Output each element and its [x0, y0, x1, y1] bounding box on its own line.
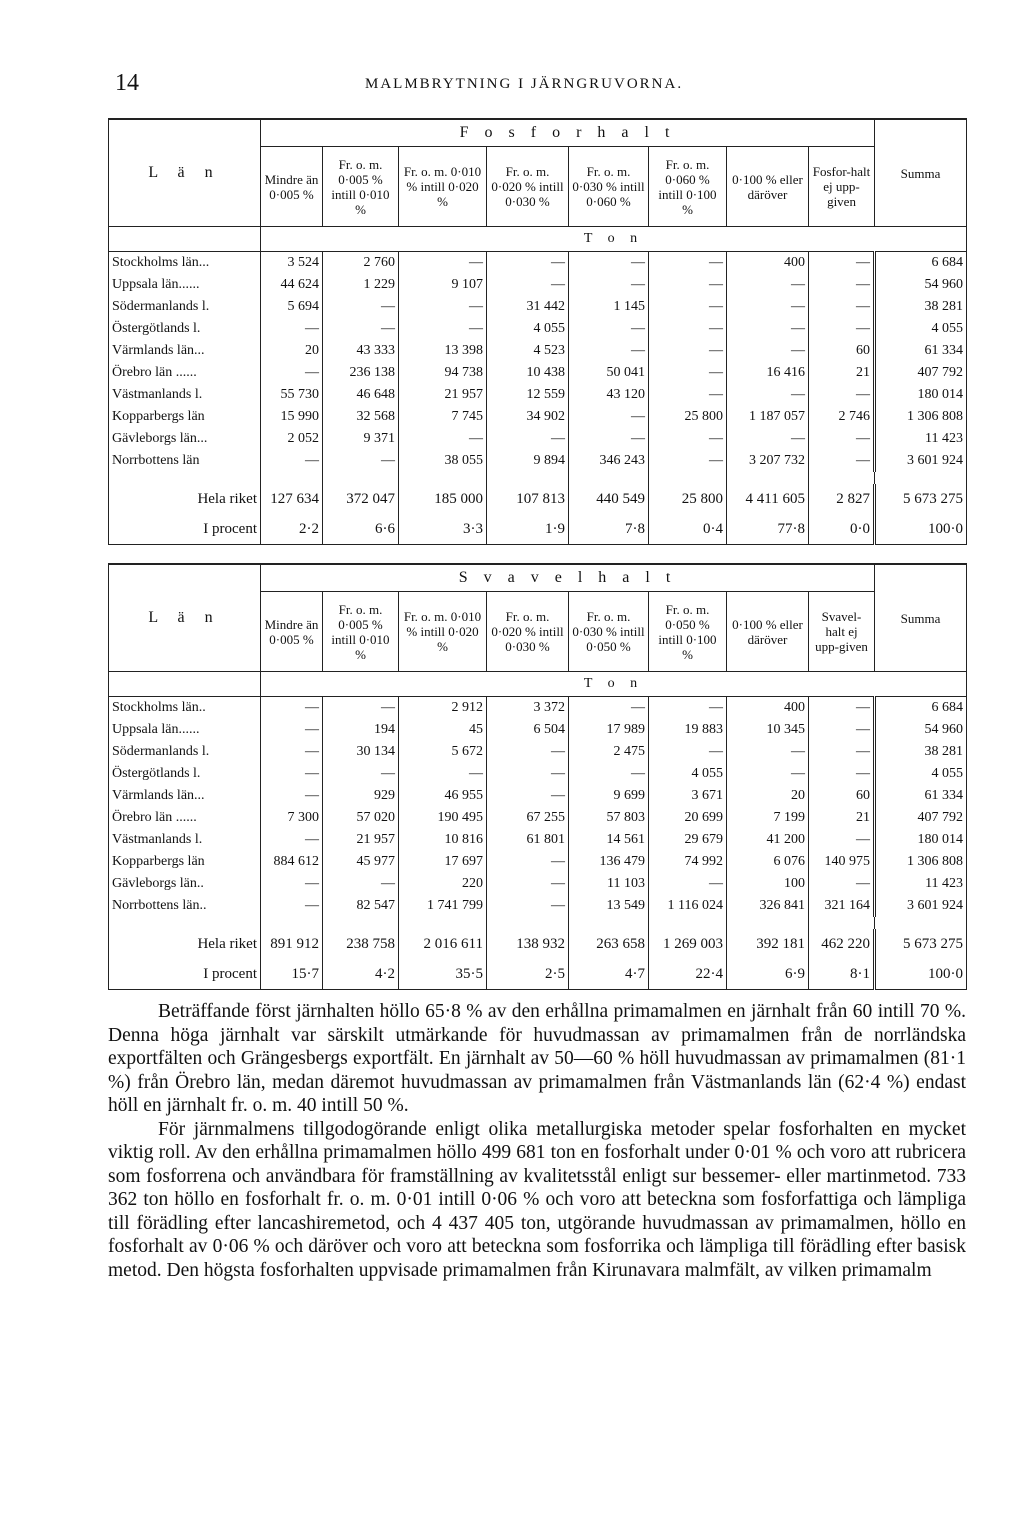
table-cell: — [487, 763, 569, 785]
table-cell: 9 371 [323, 428, 399, 450]
table-cell: 9 699 [569, 785, 649, 807]
summa-cell: 180 014 [875, 384, 967, 406]
table-cell: 25 800 [649, 484, 727, 514]
table-cell: — [649, 697, 727, 720]
table-cell: — [649, 873, 727, 895]
table-cell: 50 041 [569, 362, 649, 384]
table-row [109, 807, 967, 829]
table-cell: 55 730 [261, 384, 323, 406]
table-cell: 35·5 [399, 959, 487, 990]
table-cell: 7 199 [727, 807, 809, 829]
table-cell: 5 694 [261, 296, 323, 318]
table-cell: 1 741 799 [399, 895, 487, 917]
table-cell: 220 [399, 873, 487, 895]
summa-cell: 11 423 [875, 428, 967, 450]
table-cell: — [727, 763, 809, 785]
table-cell: 400 [727, 252, 809, 275]
summa-cell: 38 281 [875, 741, 967, 763]
summa-cell: 407 792 [875, 807, 967, 829]
table-cell: 20 [727, 785, 809, 807]
table-cell: — [569, 274, 649, 296]
table-cell: 21 957 [323, 829, 399, 851]
column-header: 0·100 % eller däröver [727, 592, 809, 672]
table-cell: 6 076 [727, 851, 809, 873]
table-row [109, 719, 967, 741]
column-header: Fr. o. m. 0·030 % intill 0·050 % [569, 592, 649, 672]
table-row [109, 873, 967, 895]
summa-cell: 11 423 [875, 873, 967, 895]
table-cell: 6 504 [487, 719, 569, 741]
table-cell: 82 547 [323, 895, 399, 917]
table-cell: — [809, 450, 875, 472]
table-cell: 891 912 [261, 929, 323, 959]
summa-cell: 1 306 808 [875, 406, 967, 428]
table-cell: 9 107 [399, 274, 487, 296]
table-cell: 43 120 [569, 384, 649, 406]
table-cell: — [487, 895, 569, 917]
summa-cell: 1 306 808 [875, 851, 967, 873]
table-cell: 3 524 [261, 252, 323, 275]
total-row [109, 959, 967, 990]
table-cell: — [261, 741, 323, 763]
table-cell: — [569, 318, 649, 340]
table-cell: — [261, 763, 323, 785]
table-cell: — [649, 274, 727, 296]
group-header-svavelhalt: S v a v e l h a l t [261, 564, 875, 592]
table-cell: 44 624 [261, 274, 323, 296]
column-header: Fr. o. m. 0·005 % intill 0·010 % [323, 592, 399, 672]
table-row [109, 785, 967, 807]
row-label: Uppsala län...... [109, 719, 261, 741]
table-cell: — [569, 763, 649, 785]
table-cell: 67 255 [487, 807, 569, 829]
row-label: Gävleborgs län.. [109, 873, 261, 895]
table-cell: — [261, 873, 323, 895]
table-cell: 392 181 [727, 929, 809, 959]
table-cell: 2·2 [261, 514, 323, 545]
table-cell: 185 000 [399, 484, 487, 514]
column-header: Fr. o. m. 0·020 % intill 0·030 % [487, 592, 569, 672]
table-cell: 31 442 [487, 296, 569, 318]
table-cell: — [809, 252, 875, 275]
table-cell: 10 345 [727, 719, 809, 741]
row-label: Södermanlands l. [109, 296, 261, 318]
unit-label: T o n [261, 227, 967, 252]
table-cell: 194 [323, 719, 399, 741]
row-label: Stockholms län... [109, 252, 261, 275]
table-cell: — [809, 274, 875, 296]
table-cell: 30 134 [323, 741, 399, 763]
table-cell: — [727, 318, 809, 340]
table-cell: 46 648 [323, 384, 399, 406]
table-cell: 400 [727, 697, 809, 720]
table-row [109, 428, 967, 450]
table-cell: — [323, 450, 399, 472]
table-cell: 94 738 [399, 362, 487, 384]
table-cell: — [399, 296, 487, 318]
row-label: Värmlands län... [109, 340, 261, 362]
table-cell: 43 333 [323, 340, 399, 362]
table-cell: — [261, 785, 323, 807]
table-cell: — [487, 274, 569, 296]
column-header-lan: L ä n [109, 119, 261, 227]
column-header: Mindre än 0·005 % [261, 592, 323, 672]
summa-cell: 407 792 [875, 362, 967, 384]
table-cell: 13 549 [569, 895, 649, 917]
row-label: Västmanlands l. [109, 384, 261, 406]
row-label: I procent [109, 514, 261, 545]
table-cell: 12 559 [487, 384, 569, 406]
table-cell: 74 992 [649, 851, 727, 873]
table-cell: — [649, 252, 727, 275]
svavelhalt-table [108, 563, 967, 990]
table-cell: — [727, 741, 809, 763]
row-label: I procent [109, 959, 261, 990]
column-header-summa: Summa [875, 564, 967, 672]
table-cell: 38 055 [399, 450, 487, 472]
body-text [108, 1000, 966, 1282]
table-row [109, 697, 967, 720]
table-cell: — [649, 296, 727, 318]
table-cell: 326 841 [727, 895, 809, 917]
table-row [109, 851, 967, 873]
table-cell: 4 055 [649, 763, 727, 785]
summa-cell: 38 281 [875, 296, 967, 318]
row-label: Norrbottens län [109, 450, 261, 472]
table-cell: 16 416 [727, 362, 809, 384]
table-cell: 321 164 [809, 895, 875, 917]
column-header: Fr. o. m. 0·005 % intill 0·010 % [323, 147, 399, 227]
table-cell: 2 760 [323, 252, 399, 275]
table-cell: — [569, 340, 649, 362]
table-cell: 46 955 [399, 785, 487, 807]
table-cell: — [487, 428, 569, 450]
row-label: Södermanlands l. [109, 741, 261, 763]
table-cell: — [323, 873, 399, 895]
table-cell: 2 746 [809, 406, 875, 428]
summa-cell: 61 334 [875, 340, 967, 362]
table-cell: 440 549 [569, 484, 649, 514]
table-cell: 8·1 [809, 959, 875, 990]
summa-cell: 54 960 [875, 274, 967, 296]
table-cell: 7 300 [261, 807, 323, 829]
column-header-summa: Summa [875, 119, 967, 227]
table-cell: 25 800 [649, 406, 727, 428]
table-cell: — [649, 741, 727, 763]
table-cell: 21 [809, 362, 875, 384]
table-row [109, 384, 967, 406]
table-cell: 15·7 [261, 959, 323, 990]
table-cell: — [487, 873, 569, 895]
table-body [109, 252, 967, 545]
table-cell: 138 932 [487, 929, 569, 959]
table-row [109, 895, 967, 917]
table-cell: — [727, 428, 809, 450]
table-cell: 3 372 [487, 697, 569, 720]
table-row [109, 318, 967, 340]
table-cell: 20 [261, 340, 323, 362]
table-cell: 21 [809, 807, 875, 829]
row-label: Värmlands län... [109, 785, 261, 807]
table-cell: 4 055 [487, 318, 569, 340]
table-cell: 41 200 [727, 829, 809, 851]
table-cell: 462 220 [809, 929, 875, 959]
table-cell: 6·6 [323, 514, 399, 545]
table-cell: — [399, 428, 487, 450]
table-cell: 1 145 [569, 296, 649, 318]
column-header: Fosfor-halt ej upp-given [809, 147, 875, 227]
table-cell: 884 612 [261, 851, 323, 873]
table-cell: — [649, 428, 727, 450]
row-label: Kopparbergs län [109, 406, 261, 428]
table-cell: — [323, 296, 399, 318]
summa-cell: 6 684 [875, 252, 967, 275]
table-cell: 1 116 024 [649, 895, 727, 917]
table-cell: 1 229 [323, 274, 399, 296]
table-cell: — [809, 318, 875, 340]
table-cell: 2 016 611 [399, 929, 487, 959]
table-cell: 0·4 [649, 514, 727, 545]
page-header [115, 70, 965, 100]
table-cell: — [809, 829, 875, 851]
summa-cell: 100·0 [875, 514, 967, 545]
table-cell: — [649, 450, 727, 472]
table-cell: 2 827 [809, 484, 875, 514]
table-cell: — [809, 719, 875, 741]
table-cell: 2 475 [569, 741, 649, 763]
row-label: Stockholms län.. [109, 697, 261, 720]
table-cell: — [399, 318, 487, 340]
table-cell: — [569, 252, 649, 275]
table-cell: 929 [323, 785, 399, 807]
table-cell: — [261, 318, 323, 340]
table-cell: 20 699 [649, 807, 727, 829]
table-cell: — [727, 340, 809, 362]
table-cell: 17 989 [569, 719, 649, 741]
table-cell: — [649, 340, 727, 362]
table-cell: — [809, 741, 875, 763]
table-row [109, 274, 967, 296]
table-cell: 0·0 [809, 514, 875, 545]
table-cell: 4·7 [569, 959, 649, 990]
column-header: Fr. o. m. 0·010 % intill 0·020 % [399, 592, 487, 672]
table-row [109, 763, 967, 785]
table-cell: 29 679 [649, 829, 727, 851]
table-cell: 57 803 [569, 807, 649, 829]
table-cell: 7·8 [569, 514, 649, 545]
table-cell: 9 894 [487, 450, 569, 472]
table-cell: — [727, 274, 809, 296]
table-cell: 77·8 [727, 514, 809, 545]
running-title: MALMBRYTNING I JÄRNGRUVORNA. [365, 76, 684, 92]
table-cell: — [487, 252, 569, 275]
table-cell: — [261, 719, 323, 741]
table-cell: 22·4 [649, 959, 727, 990]
table-cell: — [261, 697, 323, 720]
column-header: Svavel-halt ej upp-given [809, 592, 875, 672]
column-header: Mindre än 0·005 % [261, 147, 323, 227]
table-cell: 10 816 [399, 829, 487, 851]
table-cell: — [569, 406, 649, 428]
table-cell: 14 561 [569, 829, 649, 851]
row-label: Örebro län ...... [109, 807, 261, 829]
table-cell: — [809, 763, 875, 785]
column-header: Fr. o. m. 0·010 % intill 0·020 % [399, 147, 487, 227]
paragraph: Beträffande först järnhalten höllo 65·8 % av den erhållna primamalmen en järnhalt från 60 intill 70 %. Denna höga järnhalt var särskilt utmärkande för huvudmassan av primamalmen från de norrländska exportfälten och Grängesbergs exportfält. En järnhalt av 50—60 % höll huvudmassan av primamalmen (81·1 %) från Örebro län, medan däremot huvudmassan av primamalmen från Västmanlands län (62·4 %) endast höll en järnhalt fr. o. m. 40 intill 50 %. [108, 1001, 966, 1116]
table-cell: 61 801 [487, 829, 569, 851]
table-cell: 4·2 [323, 959, 399, 990]
column-header: Fr. o. m. 0·030 % intill 0·060 % [569, 147, 649, 227]
page-number: 14 [115, 70, 139, 96]
table-cell: 15 990 [261, 406, 323, 428]
table-cell: — [649, 318, 727, 340]
table-cell: 34 902 [487, 406, 569, 428]
row-label: Uppsala län...... [109, 274, 261, 296]
group-header-fosforhalt: F o s f o r h a l t [261, 119, 875, 147]
table-cell: 1 269 003 [649, 929, 727, 959]
table-body [109, 697, 967, 990]
table-cell: — [323, 763, 399, 785]
table-row [109, 252, 967, 275]
summa-cell: 4 055 [875, 763, 967, 785]
summa-cell: 180 014 [875, 829, 967, 851]
table-cell: — [487, 785, 569, 807]
table-cell: — [809, 428, 875, 450]
column-header: 0·100 % eller däröver [727, 147, 809, 227]
summa-cell: 6 684 [875, 697, 967, 720]
row-label: Östergötlands l. [109, 763, 261, 785]
summa-cell: 5 673 275 [875, 484, 967, 514]
total-row [109, 484, 967, 514]
row-label: Kopparbergs län [109, 851, 261, 873]
summa-cell: 61 334 [875, 785, 967, 807]
summa-cell: 54 960 [875, 719, 967, 741]
table-cell: — [323, 697, 399, 720]
table-cell: — [809, 384, 875, 406]
row-label: Gävleborgs län... [109, 428, 261, 450]
table-row [109, 362, 967, 384]
table-cell: 127 634 [261, 484, 323, 514]
table-cell: 136 479 [569, 851, 649, 873]
table-cell: 263 658 [569, 929, 649, 959]
table-cell: 1·9 [487, 514, 569, 545]
table-cell: 10 438 [487, 362, 569, 384]
table-cell: — [569, 428, 649, 450]
summa-cell: 5 673 275 [875, 929, 967, 959]
table-cell: — [261, 450, 323, 472]
table-cell: 140 975 [809, 851, 875, 873]
unit-label: T o n [261, 672, 967, 697]
table-cell: 2 052 [261, 428, 323, 450]
table-row [109, 450, 967, 472]
table-cell: 5 672 [399, 741, 487, 763]
table-cell: 346 243 [569, 450, 649, 472]
row-label: Östergötlands l. [109, 318, 261, 340]
total-row [109, 929, 967, 959]
table-row [109, 741, 967, 763]
table-cell: 3 671 [649, 785, 727, 807]
paragraph: För järnmalmens tillgodogörande enligt olika metallurgiska metoder spelar fosforhalten en mycket viktig roll. Av den erhållna primamalmen höllo 499 681 ton en fosforhalt under 0·01 % och voro att rubricera som fosforrena och användbara för framställning av kvalitetsstål enligt sur bessemer- eller martinmetod. 733 362 ton höllo en fosforhalt fr. o. m. 0·01 intill 0·06 % och voro att beteckna som fosforfattiga och lämpliga till förädling efter lancashiremetod, och 4 437 405 ton, utgörande huvudmassan av primamalmen, höllo en fosforhalt av 0·06 % och däröver och voro att beteckna som fosforrika och lämpliga till förädling efter basisk metod. Den högsta fosforhalten uppvisade primamalmen från Kirunavara malmfält, av vilken primamalm [108, 1118, 966, 1281]
table-cell: — [809, 697, 875, 720]
table-cell: 19 883 [649, 719, 727, 741]
table-row [109, 406, 967, 428]
table-cell: 21 957 [399, 384, 487, 406]
table-cell: 11 103 [569, 873, 649, 895]
table-cell: — [487, 741, 569, 763]
table-cell: 4 411 605 [727, 484, 809, 514]
table-row [109, 296, 967, 318]
table-cell: — [569, 697, 649, 720]
table-cell: 45 977 [323, 851, 399, 873]
table-cell: 2 912 [399, 697, 487, 720]
table-cell: 3·3 [399, 514, 487, 545]
summa-cell: 100·0 [875, 959, 967, 990]
table-cell: — [727, 384, 809, 406]
table-cell: 372 047 [323, 484, 399, 514]
table-cell: 100 [727, 873, 809, 895]
table-cell: 236 138 [323, 362, 399, 384]
table-cell: — [487, 851, 569, 873]
table-cell: 32 568 [323, 406, 399, 428]
row-label: Norrbottens län.. [109, 895, 261, 917]
table-cell: — [649, 384, 727, 406]
table-cell: — [809, 873, 875, 895]
row-label: Västmanlands l. [109, 829, 261, 851]
table-cell: — [261, 829, 323, 851]
column-header: Fr. o. m. 0·050 % intill 0·100 % [649, 592, 727, 672]
table-cell: — [323, 318, 399, 340]
fosforhalt-table [108, 118, 967, 545]
row-label: Hela riket [109, 484, 261, 514]
table-cell: — [727, 296, 809, 318]
column-header: Fr. o. m. 0·060 % intill 0·100 % [649, 147, 727, 227]
table-cell: 4 523 [487, 340, 569, 362]
summa-cell: 3 601 924 [875, 895, 967, 917]
table-cell: — [261, 895, 323, 917]
table-cell: — [399, 763, 487, 785]
column-header: Fr. o. m. 0·020 % intill 0·030 % [487, 147, 569, 227]
row-label: Örebro län ...... [109, 362, 261, 384]
table-cell: 3 207 732 [727, 450, 809, 472]
table-cell: 1 187 057 [727, 406, 809, 428]
summa-cell: 4 055 [875, 318, 967, 340]
table-cell: 2·5 [487, 959, 569, 990]
table-cell: — [399, 252, 487, 275]
table-cell: 190 495 [399, 807, 487, 829]
table-cell: 107 813 [487, 484, 569, 514]
total-row [109, 514, 967, 545]
table-cell: — [261, 362, 323, 384]
table-cell: 17 697 [399, 851, 487, 873]
table-cell: — [649, 362, 727, 384]
table-cell: 6·9 [727, 959, 809, 990]
column-header-lan: L ä n [109, 564, 261, 672]
table-cell: 238 758 [323, 929, 399, 959]
table-cell: 60 [809, 340, 875, 362]
table-cell: 57 020 [323, 807, 399, 829]
table-cell: — [809, 296, 875, 318]
table-cell: 45 [399, 719, 487, 741]
table-cell: 60 [809, 785, 875, 807]
summa-cell: 3 601 924 [875, 450, 967, 472]
table-cell: 13 398 [399, 340, 487, 362]
table-row [109, 829, 967, 851]
table-row [109, 340, 967, 362]
table-cell: 7 745 [399, 406, 487, 428]
row-label: Hela riket [109, 929, 261, 959]
